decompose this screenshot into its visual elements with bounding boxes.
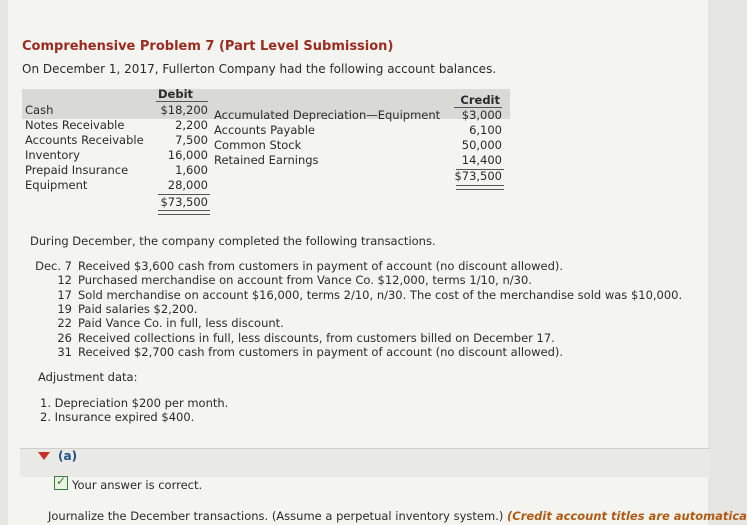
transaction-row: [46, 316, 284, 330]
transaction-date: 31: [57, 345, 72, 359]
debit-amount: 1,600: [175, 163, 208, 177]
instruction-emphasis: (Credit account titles are automatica: [507, 509, 747, 523]
debit-double-rule: [158, 210, 210, 215]
transaction-row: [46, 288, 682, 302]
credit-account: Retained Earnings: [214, 153, 319, 167]
debit-total: $73,500: [160, 195, 208, 209]
debit-header-rule: [156, 101, 208, 102]
credit-header: Credit: [460, 93, 500, 107]
transaction-row: [46, 331, 555, 345]
debit-account: Notes Receivable: [25, 118, 125, 132]
credit-account: Common Stock: [214, 138, 302, 152]
credit-amount: 6,100: [469, 123, 502, 137]
credit-total: $73,500: [454, 169, 502, 183]
debit-account: Inventory: [25, 148, 80, 162]
transaction-date: 19: [57, 302, 72, 316]
credit-amount: 14,400: [461, 153, 502, 167]
part-a-label[interactable]: (a): [58, 449, 78, 463]
transaction-text: Purchased merchandise on account from Vance Co. $12,000, terms 1/10, n/30.: [78, 273, 532, 287]
transaction-text: Received $2,700 cash from customers in payment of account (no discount allowed).: [78, 345, 564, 359]
transaction-text: Sold merchandise on account $16,000, terms 2/10, n/30. The cost of the merchandise sold was $10,000.: [78, 288, 683, 302]
transaction-text: Received $3,600 cash from customers in payment of account (no discount allowed).: [78, 259, 564, 273]
debit-amount: 7,500: [175, 133, 208, 147]
debit-amount: 16,000: [167, 148, 208, 162]
credit-account: Accounts Payable: [214, 123, 315, 137]
transaction-text: Paid Vance Co. in full, less discount.: [78, 316, 284, 330]
transaction-row: [46, 345, 563, 359]
transaction-text: Received collections in full, less discounts, from customers billed on December 17.: [78, 331, 555, 345]
transaction-row: [46, 302, 197, 316]
part-a-header-bar[interactable]: [20, 448, 710, 477]
debit-account: Equipment: [25, 178, 88, 192]
transactions-intro: During December, the company completed the following transactions.: [30, 234, 436, 248]
credit-double-rule: [456, 185, 504, 190]
transaction-date: Dec. 7: [35, 259, 72, 273]
debit-amount: $18,200: [160, 103, 208, 117]
transaction-date: 17: [57, 288, 72, 302]
adjustment-heading: Adjustment data:: [38, 370, 138, 384]
debit-amount: 28,000: [167, 178, 208, 192]
adjustment-item: 2. Insurance expired $400.: [40, 410, 195, 424]
collapse-caret-icon[interactable]: [38, 452, 50, 460]
debit-amount: 2,200: [175, 118, 208, 132]
journal-instruction: [48, 509, 747, 523]
transaction-date: 26: [57, 331, 72, 345]
transaction-row: [28, 259, 563, 273]
debit-account: Cash: [25, 103, 54, 117]
answer-status: Your answer is correct.: [72, 478, 203, 492]
problem-page: [8, 0, 747, 525]
transaction-text: Paid salaries $2,200.: [78, 302, 198, 316]
transaction-date: 22: [57, 316, 72, 330]
correct-check-icon: [54, 476, 68, 490]
debit-header: Debit: [158, 87, 194, 101]
credit-account: Accumulated Depreciation—Equipment: [214, 108, 441, 122]
credit-amount: $3,000: [461, 108, 502, 122]
debit-account: Prepaid Insurance: [25, 163, 129, 177]
transaction-row: [46, 273, 532, 287]
transaction-date: 12: [57, 273, 72, 287]
adjustment-item: 1. Depreciation $200 per month.: [40, 396, 229, 410]
intro-text: On December 1, 2017, Fullerton Company had the following account balances.: [22, 62, 497, 76]
page-title: Comprehensive Problem 7 (Part Level Submission): [22, 39, 394, 54]
debit-account: Accounts Receivable: [25, 133, 144, 147]
instruction-text: Journalize the December transactions. (Assume a perpetual inventory system.): [48, 509, 504, 523]
credit-amount: 50,000: [461, 138, 502, 152]
